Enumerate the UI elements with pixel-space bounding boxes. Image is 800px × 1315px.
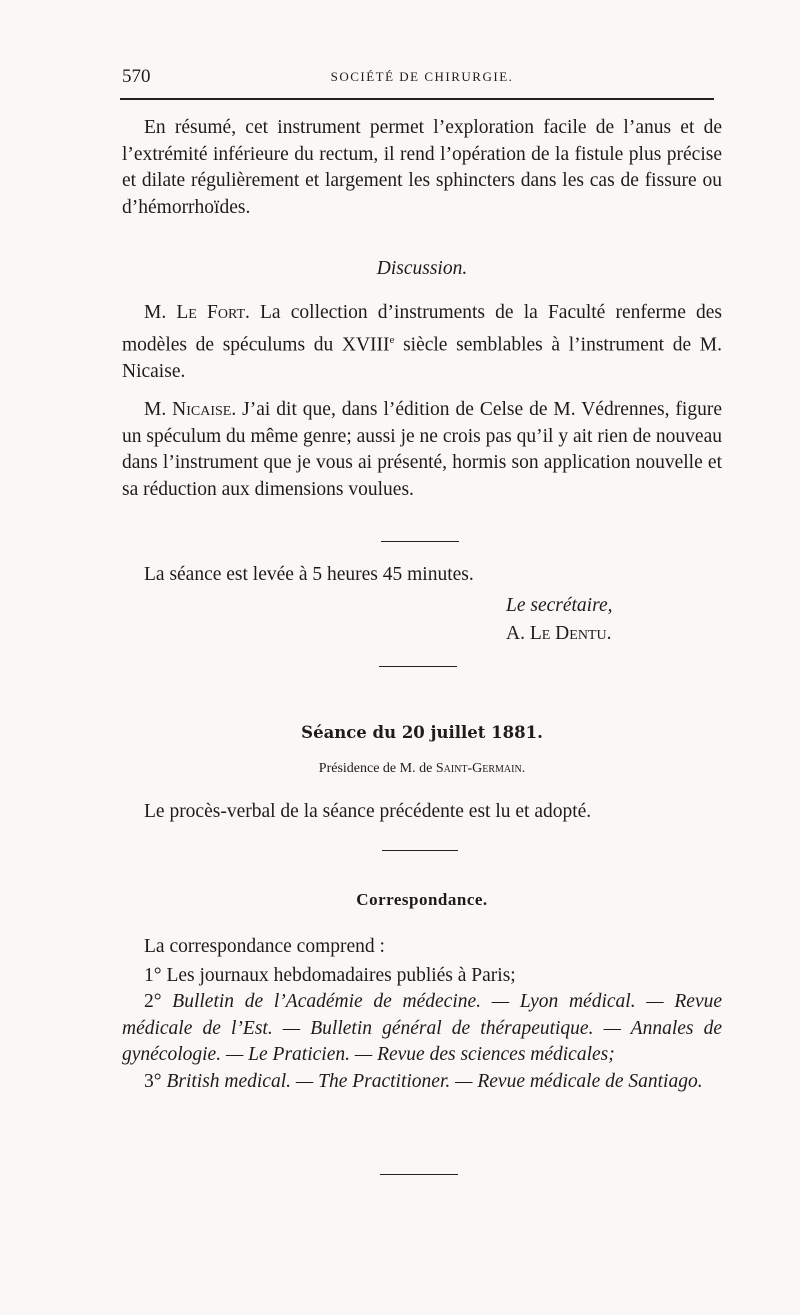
correspondance-title: Correspondance. (356, 890, 488, 909)
item-text: Bulletin de l’Académie de médecine. — Lyon médical. — Revue médicale de l’Est. — Bulletin général de thérapeutique. — Annales de gynécologie. — Le Praticien. — Revue des sciences médicales; (122, 991, 722, 1065)
closing-section (122, 562, 722, 589)
discussion-heading (122, 256, 722, 283)
le-fort-paragraph (122, 300, 722, 385)
nicaise-body: . J’ai dit que, dans l’édition de Celse de M. Védrennes, figure un spéculum du même genre; aussi je ne crois pas qu’il y ait rien de nouveau dans l’instrument que je vous ai présenté, hormis son application nouvelle et sa réduction aux dimensions voulues. (122, 399, 722, 500)
intro-paragraph: En résumé, cet instrument permet l’exploration facile de l’anus et de l’extrémité inférieure du rectum, il rend l’opération de la fistule plus précise et dilate régulièrement et largement les sphincters dans les cas de fissure ou d’hémorrhoïdes. (122, 117, 722, 218)
nicaise-prefix: M. (144, 399, 173, 420)
nicaise-paragraph (122, 397, 722, 503)
section-divider (382, 850, 458, 851)
signature-role: Le secrétaire, (506, 595, 613, 616)
signature-name (506, 619, 611, 649)
speaker-le-fort: Le Fort (176, 302, 245, 323)
section-divider (379, 666, 457, 667)
presidency-line (122, 758, 722, 780)
le-fort-prefix: M. (144, 302, 177, 323)
item-number: 3° (144, 1070, 162, 1092)
list-item (122, 1069, 722, 1096)
le-fort-body-a: . La collection d’instruments de la Faculté renferme des modèles de spéculums du XVIII (122, 302, 722, 355)
signature-name-text: Le Dentu. (529, 623, 612, 644)
list-item (122, 963, 722, 990)
discussion-title: Discussion. (376, 258, 468, 279)
session-heading (122, 720, 722, 747)
speaker-nicaise: Nicaise (172, 399, 232, 420)
item-text: British medical. — The Practitioner. — Revue médicale de Santiago. (161, 1070, 703, 1092)
section-divider (380, 1174, 458, 1175)
century-superscript: e (389, 333, 395, 346)
minutes-section (122, 799, 722, 826)
list-item (122, 989, 722, 1069)
running-title: SOCIÉTÉ DE CHIRURGIE. (330, 69, 514, 84)
closing-text: La séance est levée à 5 heures 45 minutes. (144, 564, 474, 585)
minutes-text: Le procès-verbal de la séance précédente est lu et adopté. (144, 801, 592, 822)
correspondance-heading (122, 887, 722, 914)
session-title: Séance du 20 juillet 1881. (301, 723, 543, 742)
page-number: 570 (122, 66, 151, 87)
le-fort-body-b: siècle semblables à l’instrument de M. Nicaise. (122, 334, 722, 382)
item-number: 2° (144, 991, 162, 1012)
signature-name-prefix: A. (506, 623, 530, 644)
le-fort-text (122, 300, 722, 385)
header-rule (120, 98, 714, 100)
president-name: Saint-Germain. (435, 761, 526, 776)
correspondance-intro: La correspondance comprend : (144, 936, 385, 957)
presidency-prefix: Présidence de M. de (318, 761, 436, 776)
page-header (122, 66, 722, 92)
presidency-text (122, 758, 722, 780)
item-text: Les journaux hebdomadaires publiés à Paris; (161, 964, 516, 986)
nicaise-text (122, 397, 722, 503)
item-number: 1° (144, 964, 162, 986)
correspondance-list (122, 934, 722, 1095)
intro-section (122, 115, 722, 221)
section-divider (381, 541, 459, 542)
